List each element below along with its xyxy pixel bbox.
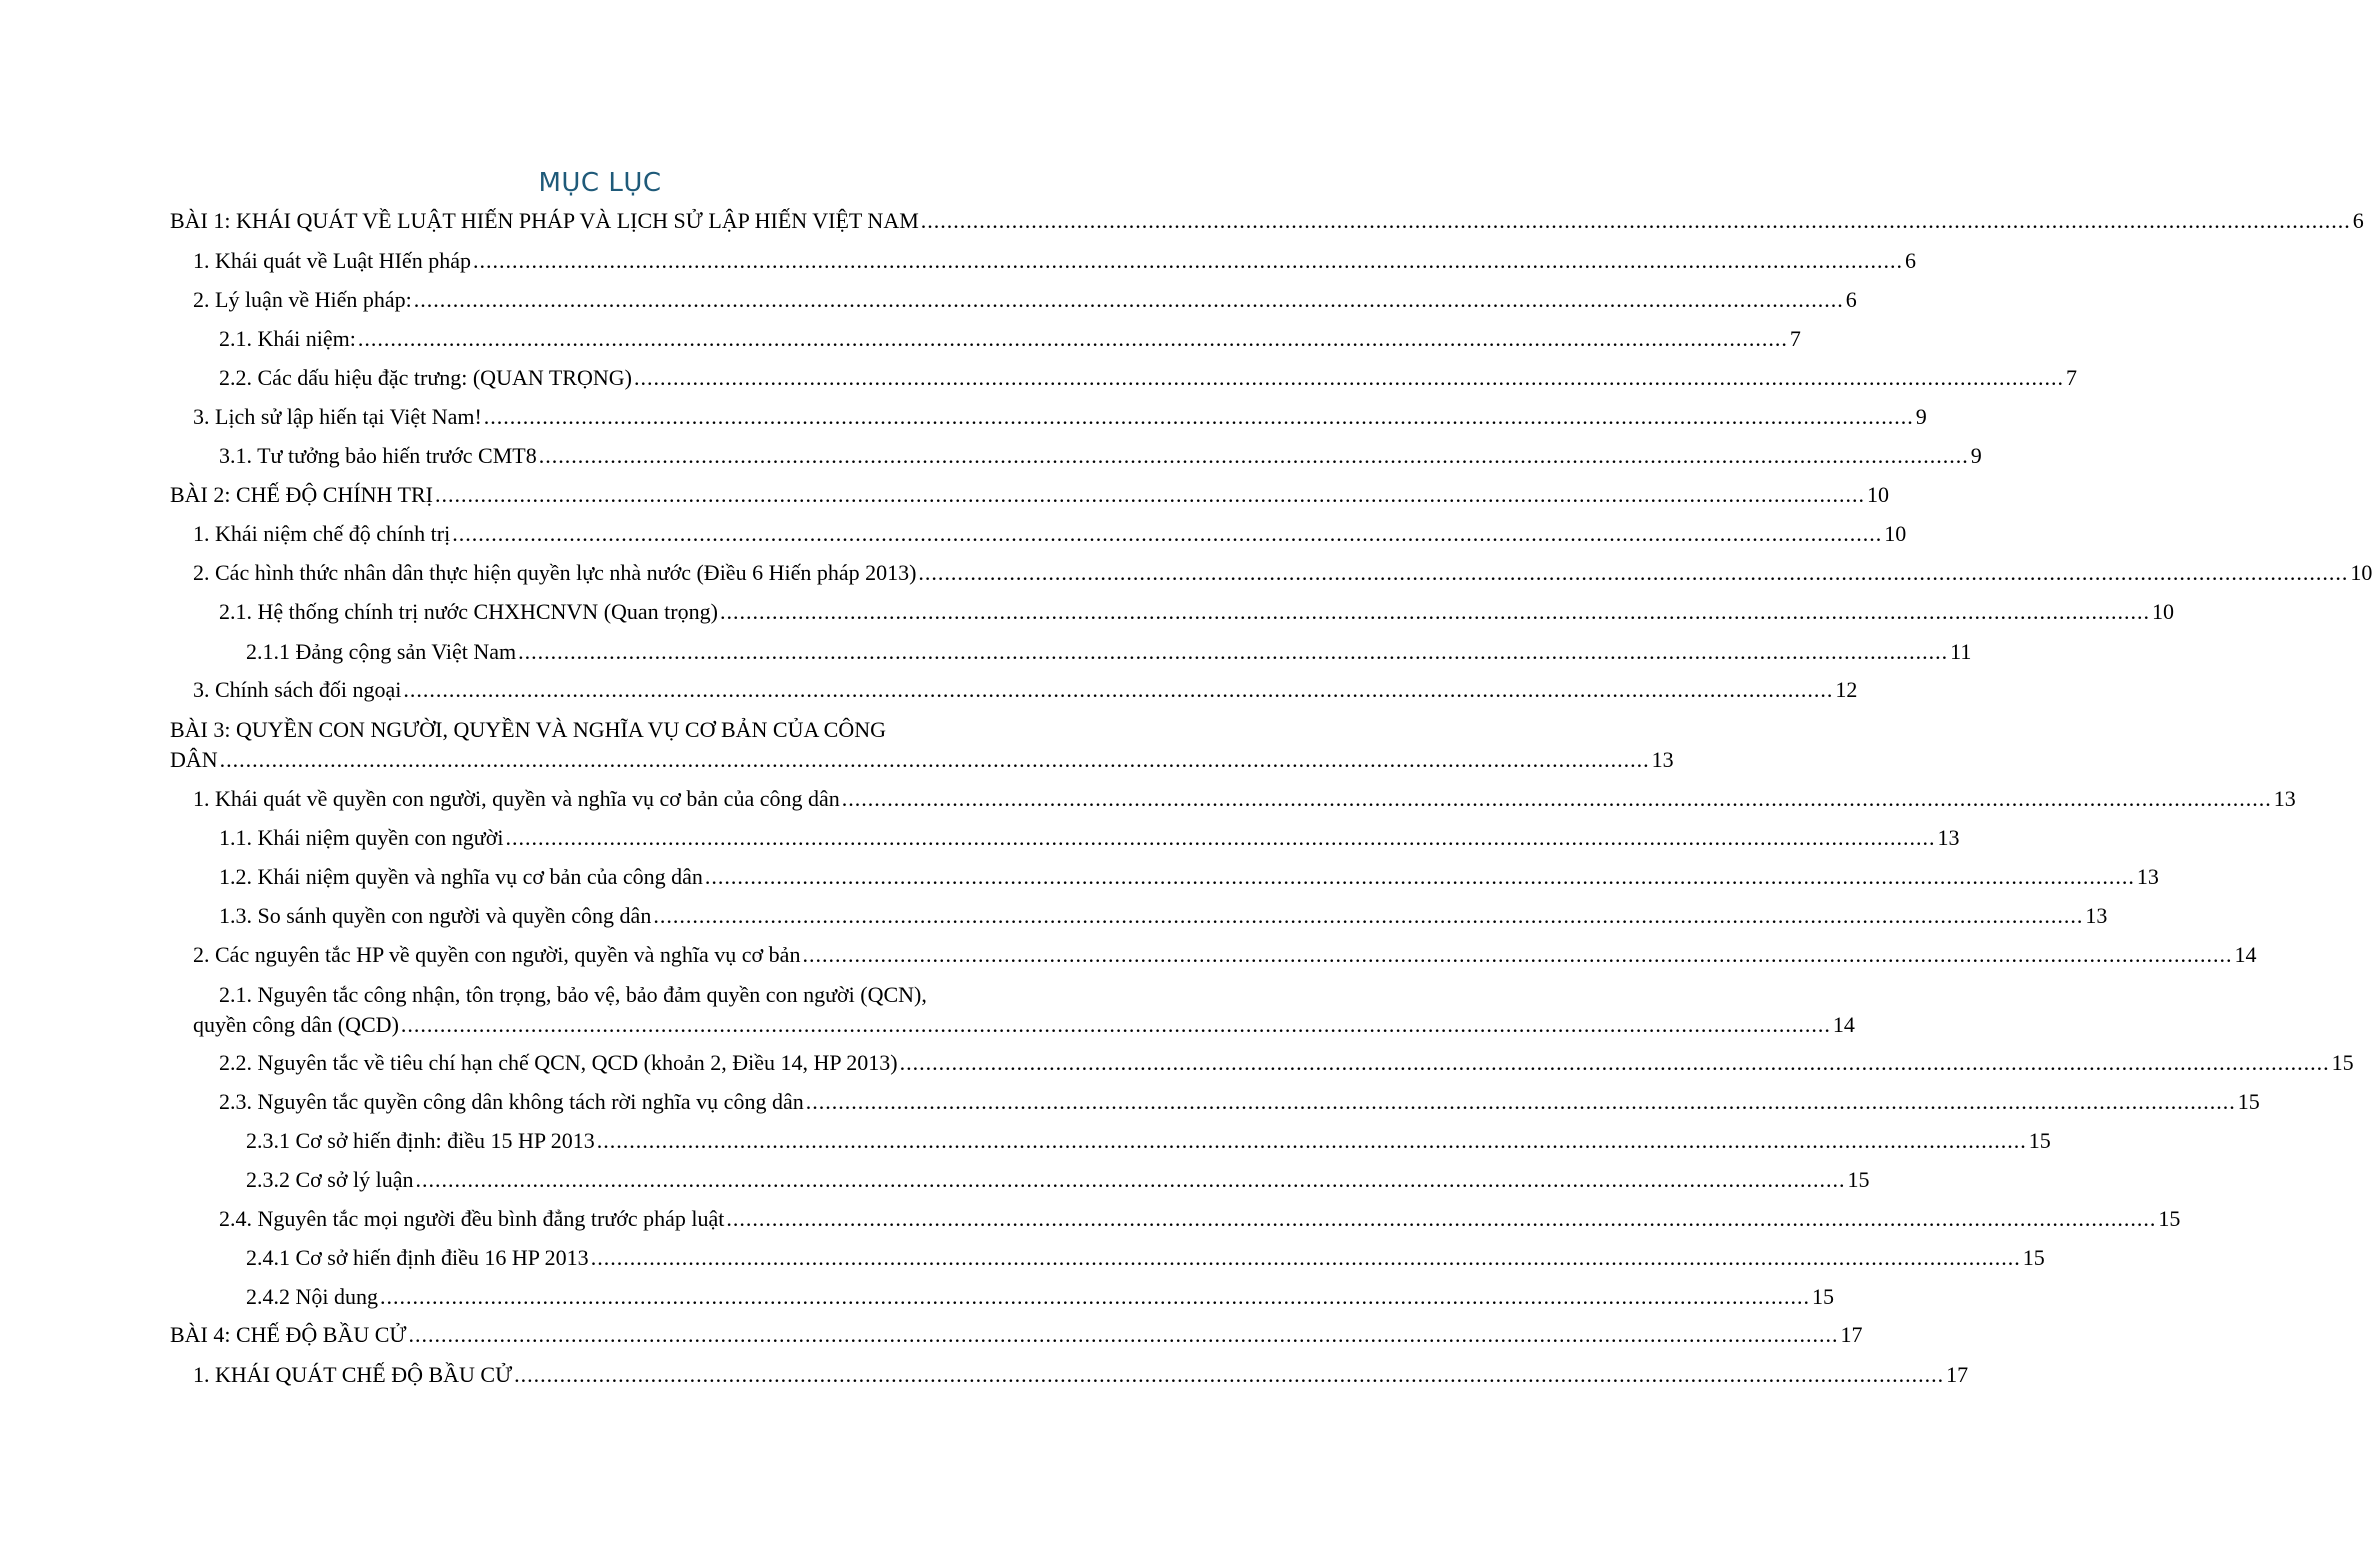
toc-entry-text: 2.4. Nguyên tắc mọi người đều bình đẳng trước pháp luật: [219, 1206, 725, 1231]
toc-entry-text[interactable]: 2.1. Nguyên tắc công nhận, tôn trọng, bảo vệ, bảo đảm quyền con người (QCN),: [219, 982, 927, 1007]
toc-page-number: 13: [1937, 825, 1960, 850]
toc-entry[interactable]: [170, 745, 1674, 775]
dot-leader: ............................................................................................................................................................................................................................: [802, 942, 2233, 967]
toc-entry-text: 2.1. Khái niệm:: [219, 326, 356, 351]
toc-entry-text: 2.2. Nguyên tắc về tiêu chí hạn chế QCN, QCD (khoản 2, Điều 14, HP 2013): [219, 1050, 898, 1075]
toc-entry[interactable]: [193, 1360, 1969, 1390]
toc-entry-text: 3. Lịch sử lập hiến tại Việt Nam!: [193, 404, 482, 429]
toc-entry[interactable]: [193, 402, 1927, 432]
dot-leader: ............................................................................................................................................................................................................................: [400, 1012, 1831, 1037]
toc-entry-text: BÀI 1: KHÁI QUÁT VỀ LUẬT HIẾN PHÁP VÀ LỊCH SỬ LẬP HIẾN VIỆT NAM: [170, 208, 919, 233]
dot-leader: ............................................................................................................................................................................................................................: [403, 677, 1834, 702]
toc-entry-text: 2. Các hình thức nhân dân thực hiện quyền lực nhà nước (Điều 6 Hiến pháp 2013): [193, 560, 917, 585]
toc-entry[interactable]: [246, 1126, 2051, 1156]
toc-page-number: 13: [2085, 903, 2108, 928]
toc-entry[interactable]: [219, 597, 2174, 627]
dot-leader: ............................................................................................................................................................................................................................: [219, 747, 1650, 772]
toc-entry-text: 2.4.1 Cơ sở hiến định điều 16 HP 2013: [246, 1245, 589, 1270]
toc-page-number: 10: [2151, 599, 2174, 624]
toc-entry-text: 2. Lý luận về Hiến pháp:: [193, 287, 412, 312]
toc-entry-text: 3.1. Tư tưởng bảo hiến trước CMT8: [219, 443, 537, 468]
dot-leader: ............................................................................................................................................................................................................................: [483, 404, 1914, 429]
toc-page-number: 15: [2022, 1245, 2045, 1270]
toc-page-number: 9: [1915, 404, 1927, 429]
toc-entry-text-continued: quyền công dân (QCD): [193, 1012, 399, 1037]
dot-leader: ............................................................................................................................................................................................................................: [505, 825, 1936, 850]
toc-entry[interactable]: [193, 784, 2296, 814]
dot-leader: ............................................................................................................................................................................................................................: [408, 1322, 1839, 1347]
toc-entry[interactable]: [170, 206, 2364, 236]
toc-page-number: 17: [1840, 1322, 1863, 1347]
toc-entry[interactable]: [170, 1320, 1863, 1350]
toc-title: MỤC LỤC: [538, 168, 662, 198]
toc-page-number: 6: [1845, 287, 1857, 312]
toc-entry[interactable]: [219, 441, 1982, 471]
toc-entry[interactable]: [193, 246, 1916, 276]
toc-page-number: 13: [2136, 864, 2159, 889]
dot-leader: ............................................................................................................................................................................................................................: [653, 903, 2084, 928]
toc-page-number: 14: [2234, 942, 2257, 967]
toc-page-number: 11: [1950, 639, 1972, 664]
toc-entry-text: 1. Khái niệm chế độ chính trị: [193, 521, 451, 546]
toc-entry[interactable]: [219, 1204, 2181, 1234]
toc-entry-text[interactable]: BÀI 3: QUYỀN CON NGƯỜI, QUYỀN VÀ NGHĨA VỤ CƠ BẢN CỦA CÔNG: [170, 717, 886, 742]
dot-leader: ............................................................................................................................................................................................................................: [596, 1128, 2027, 1153]
dot-leader: ............................................................................................................................................................................................................................: [452, 521, 1883, 546]
toc-page-number: 15: [1812, 1284, 1834, 1309]
toc-entry-text: 1. Khái quát về quyền con người, quyền và nghĩa vụ cơ bản của công dân: [193, 786, 840, 811]
toc-page-number: 15: [2158, 1206, 2181, 1231]
toc-entry[interactable]: [246, 1165, 1870, 1195]
toc-entry[interactable]: [246, 1243, 2045, 1273]
toc-entry[interactable]: [193, 1010, 1855, 1040]
toc-page-number: 7: [1789, 326, 1801, 351]
toc-entry-text: 2.3. Nguyên tắc quyền công dân không tách rời nghĩa vụ công dân: [219, 1089, 804, 1114]
toc-entry-text: 2.4.2 Nội dung: [246, 1284, 378, 1309]
toc-entry[interactable]: [219, 1087, 2260, 1117]
toc-page-number: 15: [2028, 1128, 2051, 1153]
toc-page-number: 7: [2065, 365, 2077, 390]
toc-page-number: 15: [2331, 1050, 2354, 1075]
toc-entry[interactable]: [219, 363, 2077, 393]
toc-page-number: 10: [1884, 521, 1907, 546]
toc-entry-text: 1. KHÁI QUÁT CHẾ ĐỘ BẦU CỬ: [193, 1362, 513, 1387]
toc-entry[interactable]: [219, 862, 2159, 892]
dot-leader: ............................................................................................................................................................................................................................: [841, 786, 2272, 811]
toc-page-number: 6: [1904, 248, 1916, 273]
toc-entry-text-continued: DÂN: [170, 747, 218, 772]
toc-entry[interactable]: [193, 558, 2372, 588]
dot-leader: ............................................................................................................................................................................................................................: [434, 482, 1865, 507]
toc-entry-text: BÀI 4: CHẾ ĐỘ BẦU CỬ: [170, 1322, 407, 1347]
toc-entry-text: 2.3.2 Cơ sở lý luận: [246, 1167, 414, 1192]
toc-entry-text: 1.3. So sánh quyền con người và quyền công dân: [219, 903, 652, 928]
toc-page-number: 9: [1970, 443, 1982, 468]
toc-entry-text: 2.1.1 Đảng cộng sản Việt Nam: [246, 639, 517, 664]
toc-page-number: 13: [1651, 747, 1674, 772]
toc-entry-text: BÀI 2: CHẾ ĐỘ CHÍNH TRỊ: [170, 482, 433, 507]
dot-leader: ............................................................................................................................................................................................................................: [918, 560, 2349, 585]
toc-entry-text: 1. Khái quát về Luật HIến pháp: [193, 248, 471, 273]
dot-leader: ............................................................................................................................................................................................................................: [472, 248, 1903, 273]
toc-entry[interactable]: [219, 823, 1960, 853]
toc-entry-text: 2.3.1 Cơ sở hiến định: điều 15 HP 2013: [246, 1128, 595, 1153]
dot-leader: ............................................................................................................................................................................................................................: [413, 287, 1844, 312]
dot-leader: ............................................................................................................................................................................................................................: [704, 864, 2135, 889]
dot-leader: ............................................................................................................................................................................................................................: [899, 1050, 2330, 1075]
toc-entry-text: 2. Các nguyên tắc HP về quyền con người, quyền và nghĩa vụ cơ bản: [193, 942, 801, 967]
dot-leader: ............................................................................................................................................................................................................................: [920, 208, 2351, 233]
toc-entry[interactable]: [193, 519, 1907, 549]
toc-page-number: 17: [1946, 1362, 1969, 1387]
toc-entry[interactable]: [246, 637, 1972, 667]
dot-leader: ............................................................................................................................................................................................................................: [357, 326, 1788, 351]
dot-leader: ............................................................................................................................................................................................................................: [719, 599, 2150, 624]
toc-entry[interactable]: [193, 675, 1858, 705]
toc-entry-text: 1.1. Khái niệm quyền con người: [219, 825, 504, 850]
toc-page-number: 13: [2273, 786, 2296, 811]
dot-leader: ............................................................................................................................................................................................................................: [518, 639, 1949, 664]
toc-page-number: 15: [1847, 1167, 1870, 1192]
dot-leader: ............................................................................................................................................................................................................................: [538, 443, 1969, 468]
toc-entry-text: 2.2. Các dấu hiệu đặc trưng: (QUAN TRỌNG): [219, 365, 632, 390]
toc-entry[interactable]: [193, 940, 2257, 970]
dot-leader: ............................................................................................................................................................................................................................: [514, 1362, 1945, 1387]
toc-entry-text: 3. Chính sách đối ngoại: [193, 677, 402, 702]
toc-entry[interactable]: [246, 1282, 1834, 1312]
toc-entry[interactable]: [219, 1048, 2354, 1078]
toc-entry[interactable]: [219, 901, 2108, 931]
dot-leader: ............................................................................................................................................................................................................................: [805, 1089, 2236, 1114]
toc-page-number: 6: [2352, 208, 2364, 233]
toc-page-number: 12: [1835, 677, 1858, 702]
dot-leader: ............................................................................................................................................................................................................................: [415, 1167, 1846, 1192]
toc-page-number: 10: [2350, 560, 2372, 585]
dot-leader: ............................................................................................................................................................................................................................: [590, 1245, 2021, 1270]
dot-leader: ............................................................................................................................................................................................................................: [380, 1284, 1810, 1309]
toc-entry-text: 2.1. Hệ thống chính trị nước CHXHCNVN (Quan trọng): [219, 599, 718, 624]
toc-page-number: 14: [1832, 1012, 1855, 1037]
toc-entry[interactable]: [170, 480, 1889, 510]
dot-leader: ............................................................................................................................................................................................................................: [633, 365, 2064, 390]
toc-entry[interactable]: [193, 285, 1857, 315]
toc-page-number: 10: [1866, 482, 1889, 507]
dot-leader: ............................................................................................................................................................................................................................: [726, 1206, 2157, 1231]
toc-entry[interactable]: [219, 324, 1801, 354]
toc-page-number: 15: [2237, 1089, 2260, 1114]
toc-entry-text: 1.2. Khái niệm quyền và nghĩa vụ cơ bản của công dân: [219, 864, 703, 889]
